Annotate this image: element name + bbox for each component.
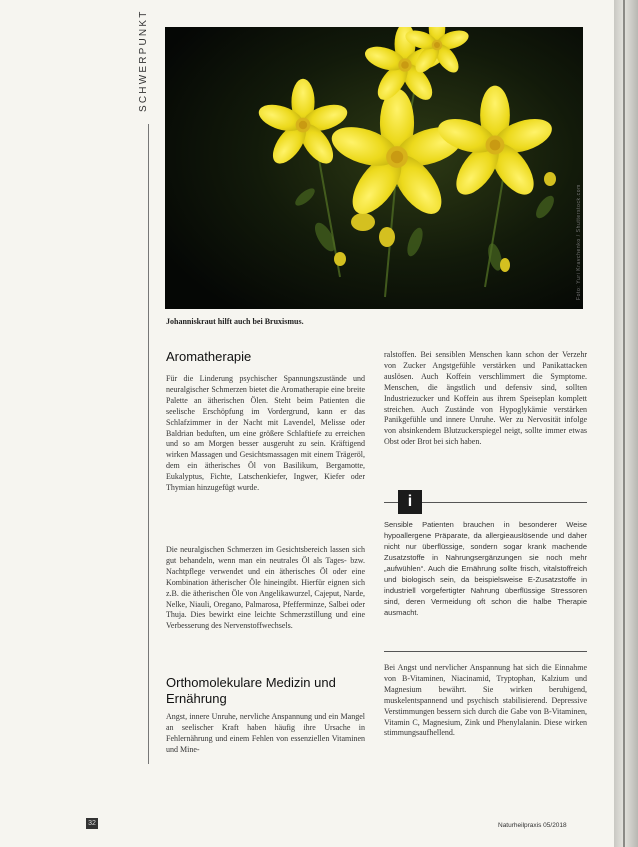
heading-aromatherapie: Aromatherapie — [166, 349, 252, 364]
photo-caption: Johanniskraut hilft auch bei Bruxismus. — [166, 317, 304, 326]
st-johns-wort-photo — [165, 27, 583, 309]
heading-orthomolekulare-line-1: Orthomolekulare Medizin und — [166, 675, 336, 690]
page-edge-shadow — [614, 0, 638, 847]
magazine-footer: Naturheilpraxis 05/2018 — [498, 822, 567, 829]
photo-credit: Foto: Yuri Kravchenko / Shutterstock.com — [576, 184, 582, 300]
aromatherapie-paragraph-2: Die neuralgischen Schmerzen im Gesichtsbereich lassen sich gut behandeln, wenn man ein neutrales Öl als Tages- bzw. Nachtpflege verwendet und ein ätherisches Öl oder eine Kombination ätherischer Öle hineingibt. Hierfür eignen sich z.B. die ätherischen Öle von Angelikawurzel, Cajeput, Narde, Nelke, Niauli, Oregano, Palmarosa, Pfefferminze, Salbei oder Thuja. Dies bewirkt eine leichte Schmerzstillung und eine Verbesserung des Nervenstoffwechsels. — [166, 545, 365, 631]
section-divider-line — [148, 124, 149, 764]
info-box-bottom-rule — [384, 651, 587, 652]
orthomolekulare-paragraph-1: Angst, innere Unruhe, nervliche Anspannung und ein Mangel an seelischer Kraft haben häufig ihre Ursache in Fehlernährung und einem Fehlen von essenziellen Vitaminen und Mine- — [166, 712, 365, 754]
heading-orthomolekulare-line-2: Ernährung — [166, 691, 227, 706]
aromatherapie-paragraph-1: Für die Linderung psychischer Spannungszustände und neuralgischer Schmerzen bietet die Aromatherapie eine breite Palette an ätherischen Ölen. Steht beim Patienten die seelische Erschöpfung im Vordergrund, kann er das Schlafzimmer in der Nacht mit Lavendel, Melisse oder Baldrian beduften, um eine größere Schlaftiefe zu erreichen und so am Morgen besser ausgeruht zu sein. Kräftigend wirken Massagen und Gesichtsmassagen mit einem Trägeröl, dem ein ätherisches Öl von Basilikum, Bergamotte, Eukalyptus, Fichte, Latschenkiefer, Ingwer, Kiefer oder Thymian hinzugefügt wurde. — [166, 374, 365, 493]
right-column-paragraph-1: ralstoffen. Bei sensiblen Menschen kann schon der Verzehr von Zucker Angstgefühle verstärken und Panikattacken auslösen. Auch Koffein verschlimmert die Symptome. Menschen, die ängstlich und defensiv sind, sollten Industriezucker und Koffein aus ihrem Speiseplan komplett streichen. Auch Zustände von Hypoglykämie verstärken Panikgefühle und innere Unruhe. Wer zu Nervosität infolge von absinkendem Blutzuckerspiegel neigt, sollte immer etwas Obst oder Brot bei sich haben. — [384, 350, 587, 447]
info-icon: i — [398, 490, 422, 514]
page-number: 32 — [86, 818, 98, 829]
right-column-paragraph-2: Bei Angst und nervlicher Anspannung hat sich die Einnahme von B-Vitaminen, Niacinamid, Tryptophan, Kalzium und Magnesium bewährt. Sie wirken beruhigend, muskelentspannend und psychisch stabilisierend. Depressive Verstimmungen bessern sich durch die Gabe von B-Vitaminen, Vitamin C, Magnesium, Zink und Phenylalanin. Diese wirken stimmungsaufhellend. — [384, 663, 587, 738]
info-box-text: Sensible Patienten brauchen in besonderer Weise hypoallergene Präparate, da allergieauslösende und daher nicht nur überflüssige, sondern sogar krank machende Zusatzstoffe in Nahrungsergänzungen sie noch mehr „aufwühlen“. Auch die Ernährung sollte frisch, vitalstoffreich und biologisch sein, da beispielsweise E-Zusatzstoffe in industriell vorgefertigter Nahrung überflüssige Stressoren sind, deren Vermeidung oft schon die halbe Therapie ausmacht. — [384, 520, 587, 617]
section-label: SCHWERPUNKT — [138, 9, 149, 112]
